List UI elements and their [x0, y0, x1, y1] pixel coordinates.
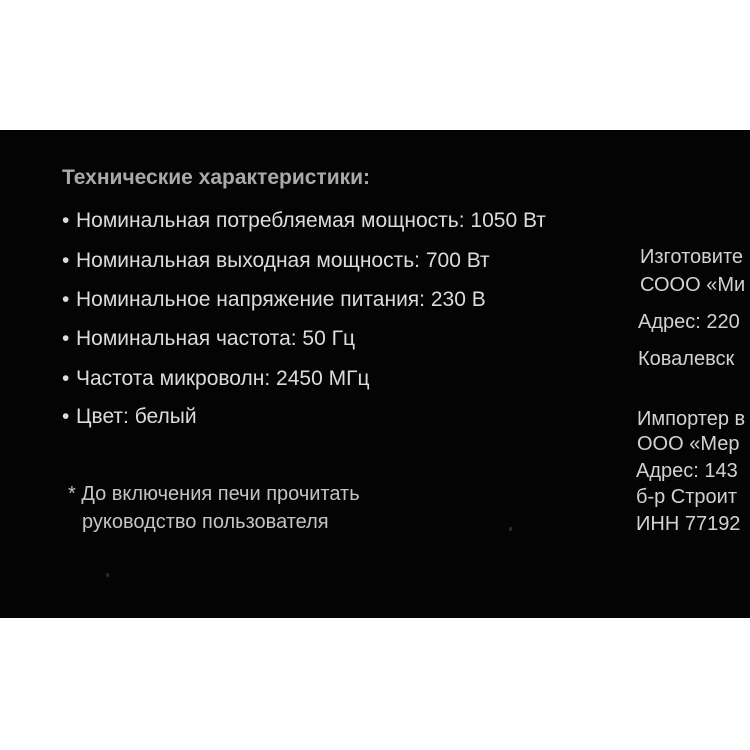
spec-item-voltage	[62, 288, 486, 312]
spec-item-frequency	[62, 327, 355, 351]
spec-item-text: Номинальная выходная мощность: 700 Вт	[76, 249, 490, 272]
importer-line: ИНН 77192	[636, 513, 741, 535]
spec-item-output-power	[62, 249, 490, 273]
importer-line: ООО «Мер	[637, 433, 740, 455]
bullet-icon: •	[62, 249, 70, 272]
manual-note	[68, 480, 360, 536]
spec-item-text: Частота микроволн: 2450 МГц	[76, 367, 370, 390]
spec-item-color	[62, 405, 197, 429]
spec-item-microwave-frequency	[62, 367, 370, 391]
manufacturer-line: Адрес: 220	[638, 311, 740, 333]
spec-item-text: Цвет: белый	[76, 405, 197, 428]
bullet-icon: •	[62, 209, 70, 232]
spec-item-input-power	[62, 209, 546, 233]
product-label-panel	[0, 130, 750, 618]
note-line: руководство пользователя	[82, 511, 329, 533]
dust-speck	[106, 573, 109, 577]
spec-item-text: Номинальная частота: 50 Гц	[76, 327, 356, 350]
specs-title: Технические характеристики:	[62, 166, 371, 189]
note-line: * До включения печи прочитать	[68, 483, 360, 505]
manufacturer-line: Изготовите	[640, 246, 743, 268]
bullet-icon: •	[62, 327, 70, 350]
bullet-icon: •	[62, 367, 70, 390]
manufacturer-line: Ковалевск	[638, 348, 735, 370]
importer-line: Адрес: 143	[636, 460, 738, 482]
bullet-icon: •	[62, 288, 70, 311]
importer-line: Импортер в	[637, 408, 746, 430]
dust-speck	[509, 527, 512, 531]
spec-item-text: Номинальное напряжение питания: 230 В	[76, 288, 486, 311]
bullet-icon: •	[62, 405, 70, 428]
importer-line: б-р Строит	[636, 486, 737, 508]
spec-item-text: Номинальная потребляемая мощность: 1050 Вт	[76, 209, 546, 232]
manufacturer-line: СООО «Ми	[640, 274, 746, 296]
